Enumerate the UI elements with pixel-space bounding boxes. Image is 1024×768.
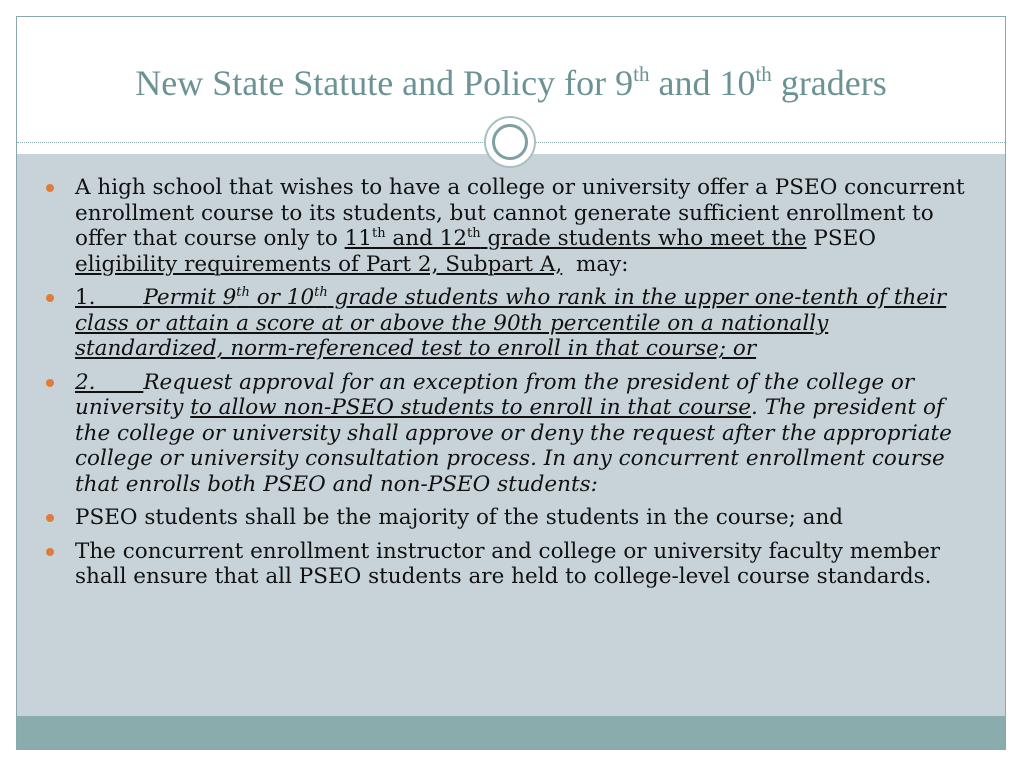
- bullet-icon: [46, 379, 54, 387]
- bullet-icon: [46, 294, 54, 302]
- slide-title: New State Statute and Policy for 9th and 10th graders: [135, 62, 887, 103]
- list-number: 2.: [75, 369, 96, 395]
- footer-bar: [17, 716, 1005, 749]
- underlined-italic-text: to allow non-PSEO students to enroll in that course: [190, 395, 752, 420]
- list-item: A high school that wishes to have a college or university offer a PSEO concurrent enrollment course to its students, but cannot generate sufficient enrollment to offer that course only to 11th and 12th grade students who meet the PSEO eligibility requirements of Part 2, Subpart A, may:: [46, 175, 981, 277]
- underlined-italic-text: Permit 9th or 10th grade students who rank in the upper one-tenth of their class or attain a score at or above the 90th percentile on a nationally standardized, norm-referenced test to enroll in that course; or: [75, 285, 947, 361]
- list-item: The concurrent enrollment instructor and college or university faculty member shall ensure that all PSEO students are held to college-level course standards.: [46, 539, 981, 590]
- underlined-text: 11th and 12th grade students who meet the: [344, 226, 807, 251]
- bullet-icon: [46, 514, 54, 522]
- bullet-icon: [46, 184, 54, 192]
- decorative-ring: [492, 124, 528, 160]
- bullet-list: [46, 175, 981, 598]
- list-item: [46, 285, 981, 362]
- list-number: 1.: [75, 285, 96, 310]
- list-item: 2. Request approval for an exception from the president of the college or university to allow non-PSEO students to enroll in that course. The president of the college or university shall approve or deny the request after the appropriate college or university consultation process. In any concurrent enrollment course that enrolls both PSEO and non-PSEO students:: [46, 370, 981, 498]
- underlined-text: eligibility requirements of Part 2, Subpart A,: [75, 251, 563, 277]
- list-item: PSEO students shall be the majority of the students in the course; and: [46, 505, 981, 531]
- bullet-icon: [46, 548, 54, 556]
- decorative-circle-icon: [484, 116, 536, 168]
